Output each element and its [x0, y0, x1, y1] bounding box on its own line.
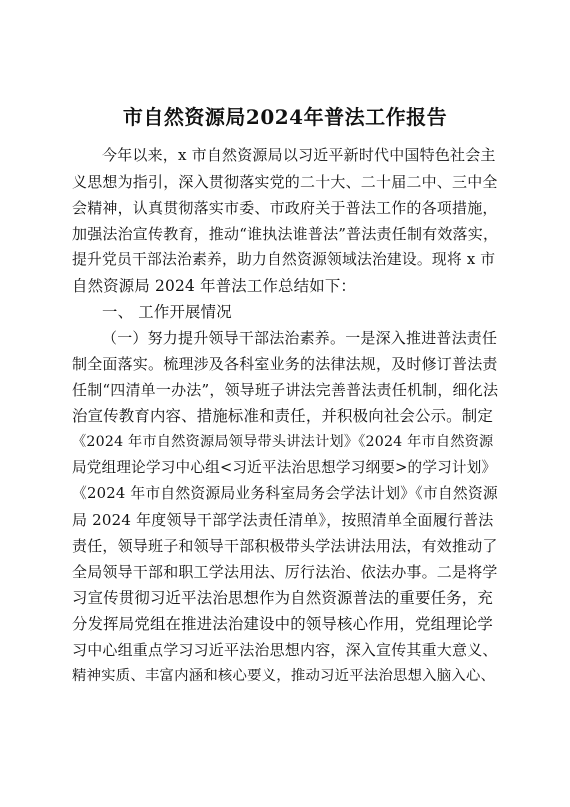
paragraph-line: 习中心组重点学习习近平法治思想内容，深入宣传其重大意义、: [72, 641, 498, 659]
paragraph-line: 治宣传教育内容、措施标准和责任，并积极向社会公示。制定: [72, 407, 493, 425]
paragraph-line: 加强法治宣传教育，推动“谁执法谁普法”普法责任制有效落实，: [72, 225, 499, 243]
paragraph-line: 分发挥局党组在推进法治建设中的领导核心作用，党组理论学: [72, 615, 493, 633]
paragraph-line: 今年以来，x 市自然资源局以习近平新时代中国特色社会主: [102, 146, 496, 164]
paragraph-line: 全局领导干部和职工学法用法、厉行法治、依法办事。二是将学: [72, 563, 498, 581]
document-title: 市自然资源局2024年普法工作报告: [122, 105, 448, 129]
paragraph-line: （一）努力提升领导干部法治素养。一是深入推进普法责任: [102, 329, 498, 347]
paragraph-line: 习宣传贯彻习近平法治思想作为自然资源普法的重要任务，充: [72, 589, 493, 607]
paragraph-line: 精神实质、丰富内涵和核心要义，推动习近平法治思想入脑入心、: [72, 668, 496, 684]
paragraph-line: 局 2024 年度领导干部学法责任清单》，按照清单全面履行普法: [72, 511, 494, 529]
paragraph-line: 义思想为指引，深入贯彻落实党的二十大、二十届二中、三中全: [72, 173, 498, 191]
paragraph-line: 《2024 年市自然资源局业务科室局务会学法计划》《市自然资源: [72, 485, 498, 502]
paragraph-line: 提升党员干部法治素养，助力自然资源领域法治建设。现将 x 市: [72, 251, 496, 268]
paragraph-line: 局党组理论学习中心组<习近平法治思想学习纲要>的学习计划》: [72, 459, 497, 476]
paragraph-line: 会精神，认真贯彻落实市委、市政府关于普法工作的各项措施，: [72, 199, 498, 217]
paragraph-line: 自然资源局 2024 年普法工作总结如下：: [72, 277, 357, 295]
paragraph-line: 任制“四清单一办法”，领导班子讲法完善普法责任机制，细化法: [72, 381, 499, 399]
paragraph-line: 《2024 年市自然资源局领导带头讲法计划》《2024 年市自然资源: [72, 434, 494, 450]
section-heading: 一、 工作开展情况: [102, 303, 232, 321]
paragraph-line: 制全面落实。梳理涉及各科室业务的法律法规，及时修订普法责: [72, 355, 498, 373]
paragraph-line: 责任，领导班子和领导干部积极带头学法讲法用法，有效推动了: [72, 537, 498, 555]
